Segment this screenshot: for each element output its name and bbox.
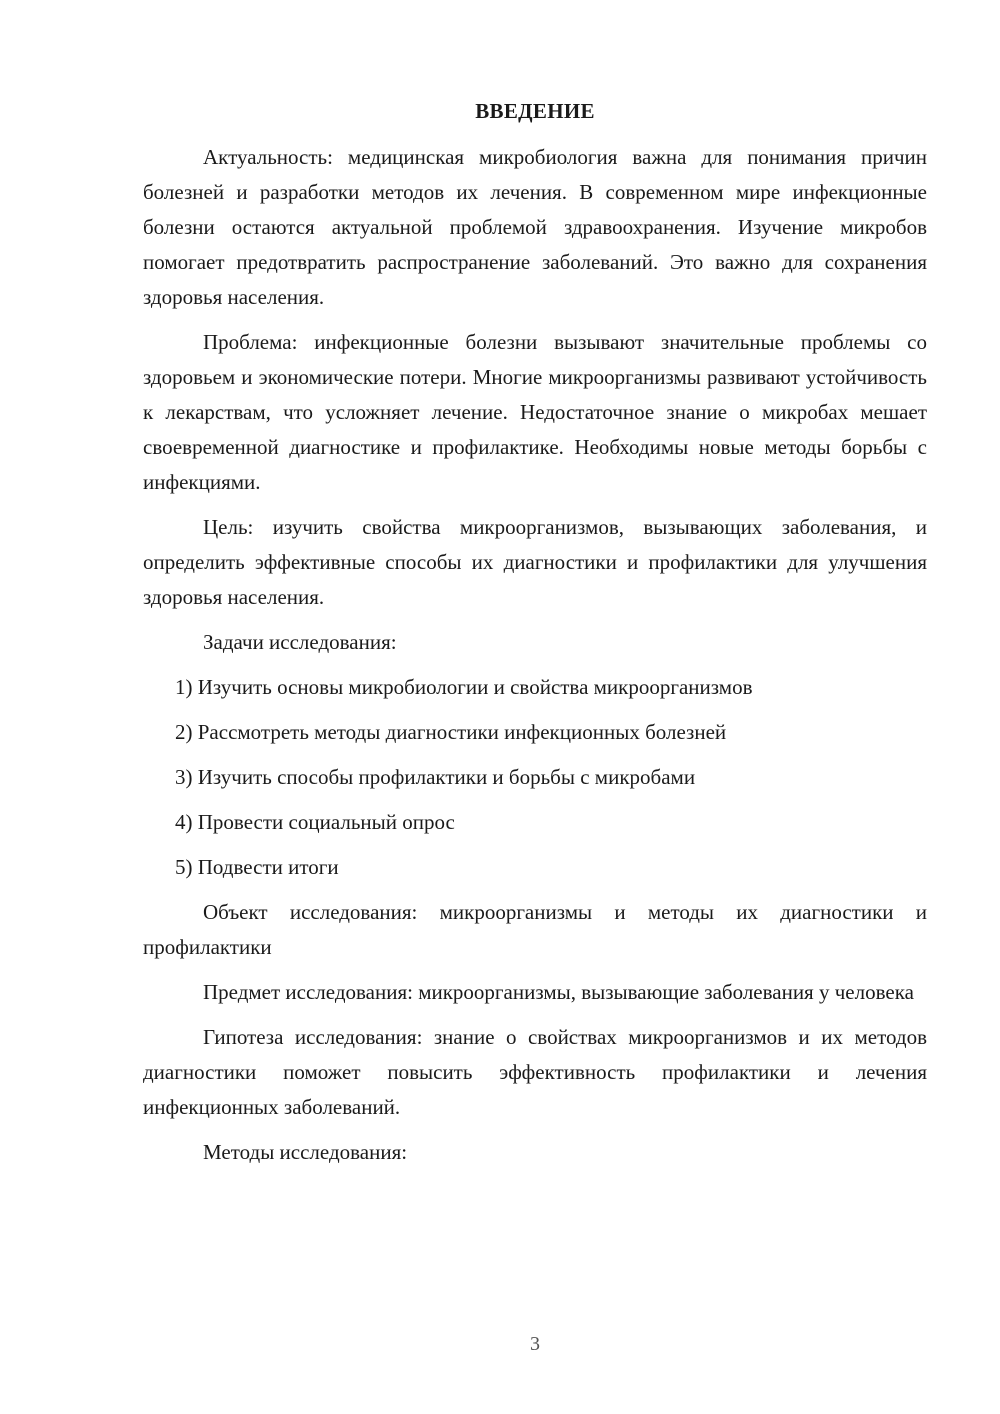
subject-paragraph: Предмет исследования: микроорганизмы, вызывающие заболевания у человека xyxy=(203,980,914,1004)
task-item: 1) Изучить основы микробиологии и свойства микроорганизмов xyxy=(175,675,753,699)
hypothesis-paragraph: Гипотеза исследования: знание о свойствах микроорганизмов и их методов диагностики поможет повысить эффективность профилактики и лечения инфекционных заболеваний. xyxy=(143,1025,927,1119)
goal-paragraph: Цель: изучить свойства микроорганизмов, вызывающих заболевания, и определить эффективные способы их диагностики и профилактики для улучшения здоровья населения. xyxy=(143,515,927,609)
task-item: 5) Подвести итоги xyxy=(175,855,339,879)
page-number: 3 xyxy=(530,1333,540,1355)
task-item: 4) Провести социальный опрос xyxy=(175,810,455,834)
problem-paragraph: Проблема: инфекционные болезни вызывают значительные проблемы со здоровьем и экономические потери. Многие микроорганизмы развивают устойчивость к лекарствам, что усложняет лечение. Недостаточное знание о микробах мешает своевременной диагностике и профилактике. Необходимы новые методы борьбы с инфекциями. xyxy=(143,330,927,494)
methods-label: Методы исследования: xyxy=(203,1140,408,1164)
tasks-label: Задачи исследования: xyxy=(203,630,397,654)
tasks-list xyxy=(143,670,927,885)
document-page xyxy=(143,96,927,1180)
task-item: 3) Изучить способы профилактики и борьбы с микробами xyxy=(175,765,696,789)
section-heading: ВВЕДЕНИЕ xyxy=(475,99,595,123)
task-item: 2) Рассмотреть методы диагностики инфекционных болезней xyxy=(175,720,727,744)
relevance-paragraph: Актуальность: медицинская микробиология важна для понимания причин болезней и разработки методов их лечения. В современном мире инфекционные болезни остаются актуальной проблемой здравоохранения. Изучение микробов помогает предотвратить распространение заболеваний. Это важно для сохранения здоровья населения. xyxy=(143,145,927,309)
object-paragraph: Объект исследования: микроорганизмы и методы их диагностики и профилактики xyxy=(143,900,927,959)
